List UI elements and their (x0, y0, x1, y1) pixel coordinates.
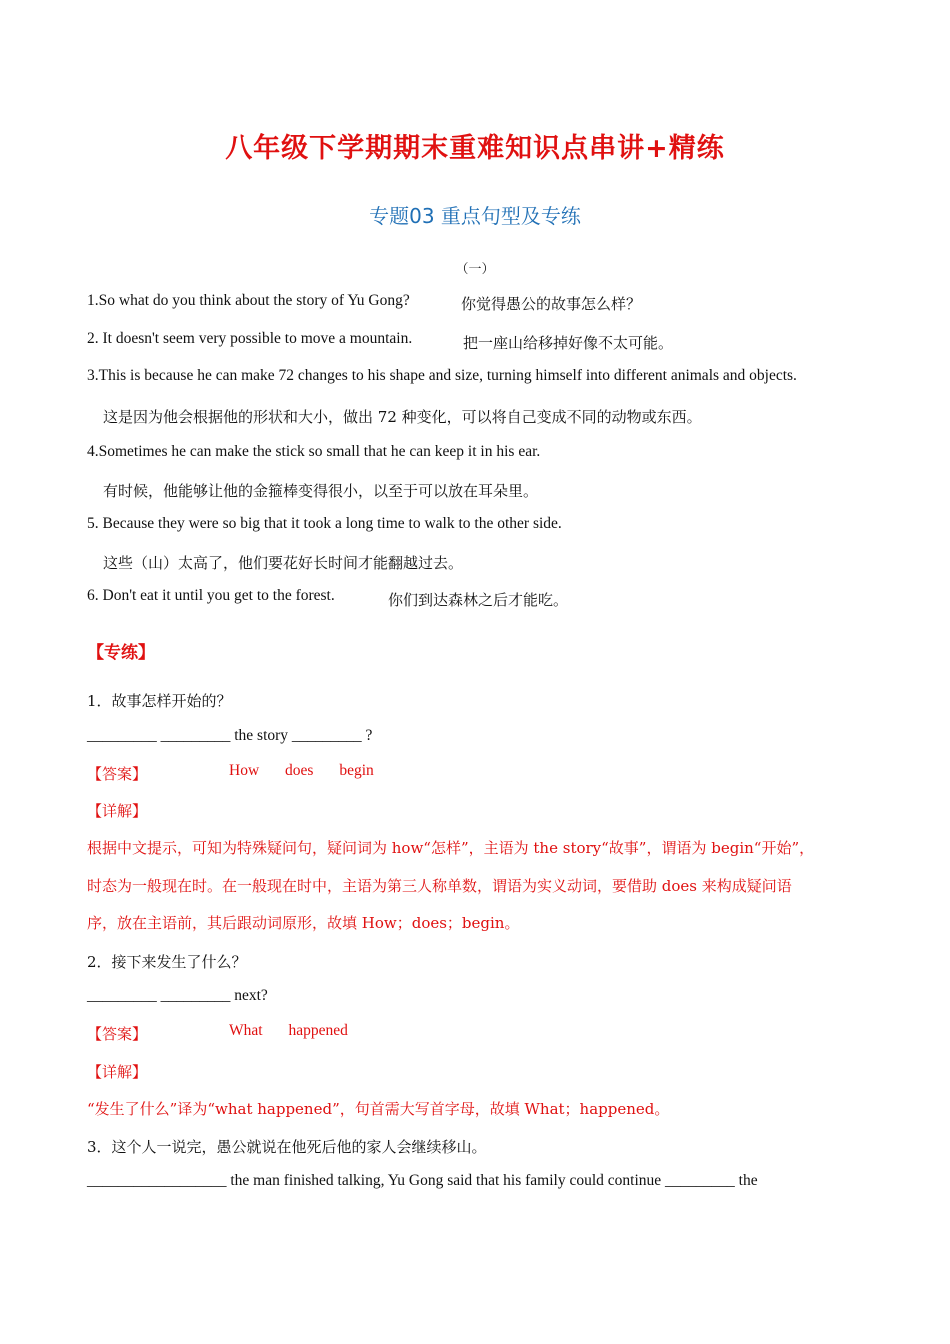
page-title: 八年级下学期期末重难知识点串讲+精练 (225, 133, 725, 164)
q2-answers (229, 1022, 370, 1040)
q1-answer-label: 【答案】 (87, 765, 148, 783)
q1-blank-line: _________ _________ the story _________ ? (87, 727, 373, 744)
q2-answer-label: 【答案】 (87, 1025, 148, 1043)
q1-detail-line-3: 序，放在主语前，其后跟动词原形，故填 How；does；begin。 (87, 914, 520, 932)
q2-detail-label: 【详解】 (87, 1063, 148, 1081)
q3-blank-line: __________________ the man finished talking, Yu Gong said that his family could continue _________ the (87, 1172, 758, 1189)
sentence-2-en: 2. It doesn't seem very possible to move a mountain. (87, 330, 413, 347)
practice-heading: 【专练】 (87, 643, 155, 663)
q2-answer-1: What (229, 1022, 263, 1039)
q2-blank-line: _________ _________ next? (87, 987, 268, 1004)
q1-answer-2: does (285, 762, 314, 779)
page-subtitle: 专题03 重点句型及专练 (369, 204, 581, 228)
q2-detail-line-1: “发生了什么”译为“what happened”，句首需大写首字母，故填 What；happened。 (87, 1100, 670, 1118)
sentence-4-zh: 有时候，他能够让他的金箍棒变得很小，以至于可以放在耳朵里。 (103, 482, 539, 500)
sentence-3-en: 3.This is because he can make 72 changes to his shape and size, turning himself into different animals and objects. (87, 367, 797, 384)
sentence-5-zh: 这些（山）太高了，他们要花好长时间才能翻越过去。 (103, 554, 464, 572)
q1-detail-label: 【详解】 (87, 802, 148, 820)
q1-detail-line-2: 时态为一般现在时。在一般现在时中，主语为第三人称单数，谓语为实义动词，要借助 does 来构成疑问语 (87, 877, 792, 895)
sentence-1-en: 1.So what do you think about the story of Yu Gong? (87, 292, 410, 309)
sentence-6-en: 6. Don't eat it until you get to the forest. (87, 587, 335, 604)
q2-prompt: 2．接下来发生了什么？ (87, 953, 247, 971)
q1-detail-line-1: 根据中文提示，可知为特殊疑问句，疑问词为 how“怎样”，主语为 the story“故事”，谓语为 begin“开始”， (87, 839, 815, 857)
section-marker: （一） (455, 261, 495, 276)
q3-prompt: 3．这个人一说完，愚公就说在他死后他的家人会继续移山。 (87, 1138, 487, 1156)
q1-prompt: 1．故事怎样开始的？ (87, 692, 232, 710)
sentence-3-zh: 这是因为他会根据他的形状和大小，做出 72 种变化，可以将自己变成不同的动物或东西。 (103, 408, 702, 426)
q1-answer-3: begin (339, 762, 374, 779)
q1-answer-1: How (229, 762, 260, 779)
sentence-1-zh: 你觉得愚公的故事怎么样？ (461, 295, 642, 313)
sentence-4-en: 4.Sometimes he can make the stick so small that he can keep it in his ear. (87, 443, 541, 460)
sentence-6-zh: 你们到达森林之后才能吃。 (388, 591, 569, 609)
q2-answer-2: happened (288, 1022, 348, 1039)
sentence-5-en: 5. Because they were so big that it took a long time to walk to the other side. (87, 515, 562, 532)
sentence-2-zh: 把一座山给移掉好像不太可能。 (463, 334, 674, 352)
q1-answers (229, 762, 396, 780)
